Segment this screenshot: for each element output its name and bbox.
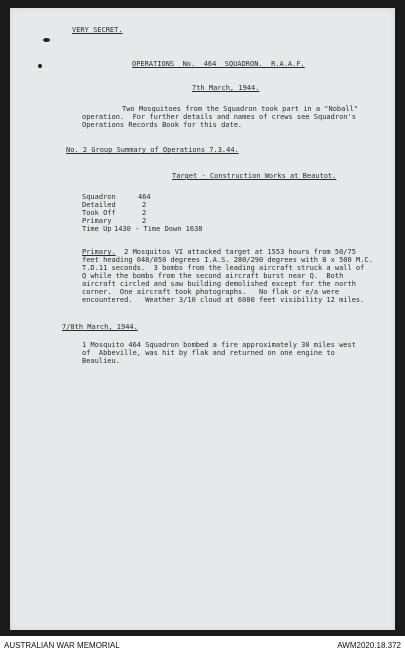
footer-accession-number: AWM2020.18.372 xyxy=(337,641,401,650)
stat-label: Took Off xyxy=(82,209,116,217)
primary-line: feet heading 048/050 degrees I.A.S. 280/290 degrees with 8 x 500 M.C. xyxy=(82,256,373,264)
stat-value: 2 xyxy=(142,201,147,209)
second-para-line: of Abbeville, was hit by flak and returned on one engine to xyxy=(82,349,335,357)
target-heading: Target - Construction Works at Beautot. xyxy=(172,172,337,180)
primary-line xyxy=(82,248,356,256)
stat-label: Time Up xyxy=(82,225,112,233)
classification-stamp: VERY SECRET. xyxy=(72,26,123,34)
intro-line: Operations Records Book for this date. xyxy=(82,121,243,129)
document-paper xyxy=(10,8,395,630)
stat-label: Primary xyxy=(82,217,112,225)
second-para-line: 1 Mosquito 464 Squadron bombed a fire approximately 30 miles west xyxy=(82,341,356,349)
primary-label: Primary. xyxy=(82,248,116,256)
primary-line: aircraft circled and saw building demolished except for the north xyxy=(82,280,356,288)
primary-line: encountered. Weather 3/10 cloud at 6000 feet visibility 12 miles. xyxy=(82,296,365,304)
document-title: OPERATIONS No. 464 SQUADRON. R.A.A.F. xyxy=(132,60,305,68)
stat-label: Squadron xyxy=(82,193,116,201)
stat-value: 464 xyxy=(138,193,151,201)
group-summary-heading: No. 2 Group Summary of Operations 7.3.44. xyxy=(66,146,239,154)
primary-line: corner. One aircraft took photographs. No flak or e/a were xyxy=(82,288,340,296)
stat-value: 1430 - Time Down 1638 xyxy=(114,225,203,233)
stat-label: Detailed xyxy=(82,201,116,209)
stat-value: 2 xyxy=(142,217,147,225)
primary-line: T.D.11 seconds. 3 bombs from the leading aircraft struck a wall of xyxy=(82,264,365,272)
intro-line: operation. For further details and names of crews see Squadron's xyxy=(82,113,356,121)
punch-hole-mark xyxy=(38,64,42,68)
footer-bar xyxy=(0,636,405,653)
second-para-line: Beaulieu. xyxy=(82,357,120,365)
document-date: 7th March, 1944. xyxy=(192,84,260,92)
second-date-heading: 7/8th March, 1944. xyxy=(62,323,138,331)
primary-line: Q while the bombs from the second aircraft burst near Q. Both xyxy=(82,272,344,280)
stat-value: 2 xyxy=(142,209,147,217)
intro-line: Two Mosquitoes from the Squadron took part in a "Noball" xyxy=(122,105,359,113)
primary-first-line: 2 Mosquitos VI attacked target at 1553 hours from 50/75 xyxy=(115,248,356,256)
punch-hole-mark xyxy=(43,38,50,42)
footer-institution: AUSTRALIAN WAR MEMORIAL xyxy=(4,641,120,650)
